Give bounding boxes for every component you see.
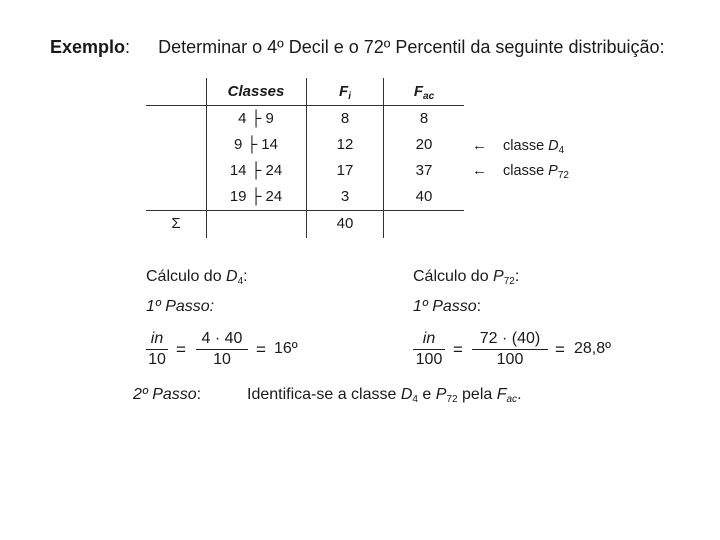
step2-label: 2º Passo: [133, 386, 202, 403]
note-class-d4: ← classe $D_4$ [472, 137, 565, 156]
calc-d4-fraction-1: $\frac{in}{10}$ [146, 330, 168, 369]
calc-p72-equals-2: = [555, 340, 565, 359]
table-header-rule [146, 105, 464, 106]
table-cell-class: 9 ├ 14 [234, 136, 278, 153]
calc-d4-title: Cálculo do $D_4$: [146, 268, 248, 287]
table-cell-fi: 3 [340, 188, 350, 205]
calc-p72-fraction-2: $\frac{72 \cdot (40)}{100}$ [472, 330, 548, 369]
calc-p72-result: 28,8º [574, 340, 611, 357]
left-arrow-icon: ← [472, 162, 487, 179]
note-class-p72: ← classe $P_{72}$ [472, 162, 569, 181]
calc-d4-fraction-2: $\frac{4 \cdot 40}{10}$ [196, 330, 248, 369]
example-heading [50, 37, 665, 58]
calc-d4-equals-1: = [176, 340, 186, 359]
calc-p72-step1: 1º Passo: [413, 298, 482, 315]
table-cell-class: 19 ├ 24 [229, 188, 283, 205]
step2-text: Identifica-se a classe $D_4$ e $P_{72}$ pela $F_{ac}$. [247, 386, 522, 405]
table-col-divider-1 [206, 78, 207, 238]
example-colon: : [125, 37, 131, 57]
table-total-rule [146, 210, 464, 211]
table-cell-fac: 8 [419, 110, 429, 127]
col-header-classes: Classes [227, 83, 285, 100]
calc-p72-title: Cálculo do $P_{72}$: [413, 268, 520, 287]
table-cell-fac: 40 [415, 188, 433, 205]
table-cell-fac: 20 [415, 136, 433, 153]
col-header-fi: $F_i$ [339, 83, 351, 102]
left-arrow-icon: ← [472, 137, 487, 154]
table-total: 40 [336, 215, 354, 232]
table-col-divider-2 [306, 78, 307, 238]
table-col-divider-3 [383, 78, 384, 238]
example-label: Exemplo [50, 37, 126, 57]
table-cell-class: 14 ├ 24 [229, 162, 283, 179]
calc-p72-equals-1: = [453, 340, 463, 359]
distribution-table [146, 78, 464, 238]
table-cell-fi: 17 [336, 162, 354, 179]
calc-d4-equals-2: = [256, 340, 266, 359]
table-cell-fi: 12 [336, 136, 354, 153]
table-cell-class: 4 ├ 9 [238, 110, 274, 127]
example-statement: Determinar o 4º Decil e o 72º Percentil da seguinte distribuição: [158, 37, 665, 57]
calc-d4-step1: 1º Passo: [146, 298, 215, 315]
sigma-symbol: Σ [171, 215, 181, 232]
calc-p72-fraction-1: $\frac{in}{100}$ [413, 330, 445, 369]
table-cell-fi: 8 [340, 110, 350, 127]
calc-d4-result: 16º [274, 340, 298, 357]
col-header-fac: $F_{ac}$ [413, 83, 435, 102]
table-cell-fac: 37 [415, 162, 433, 179]
